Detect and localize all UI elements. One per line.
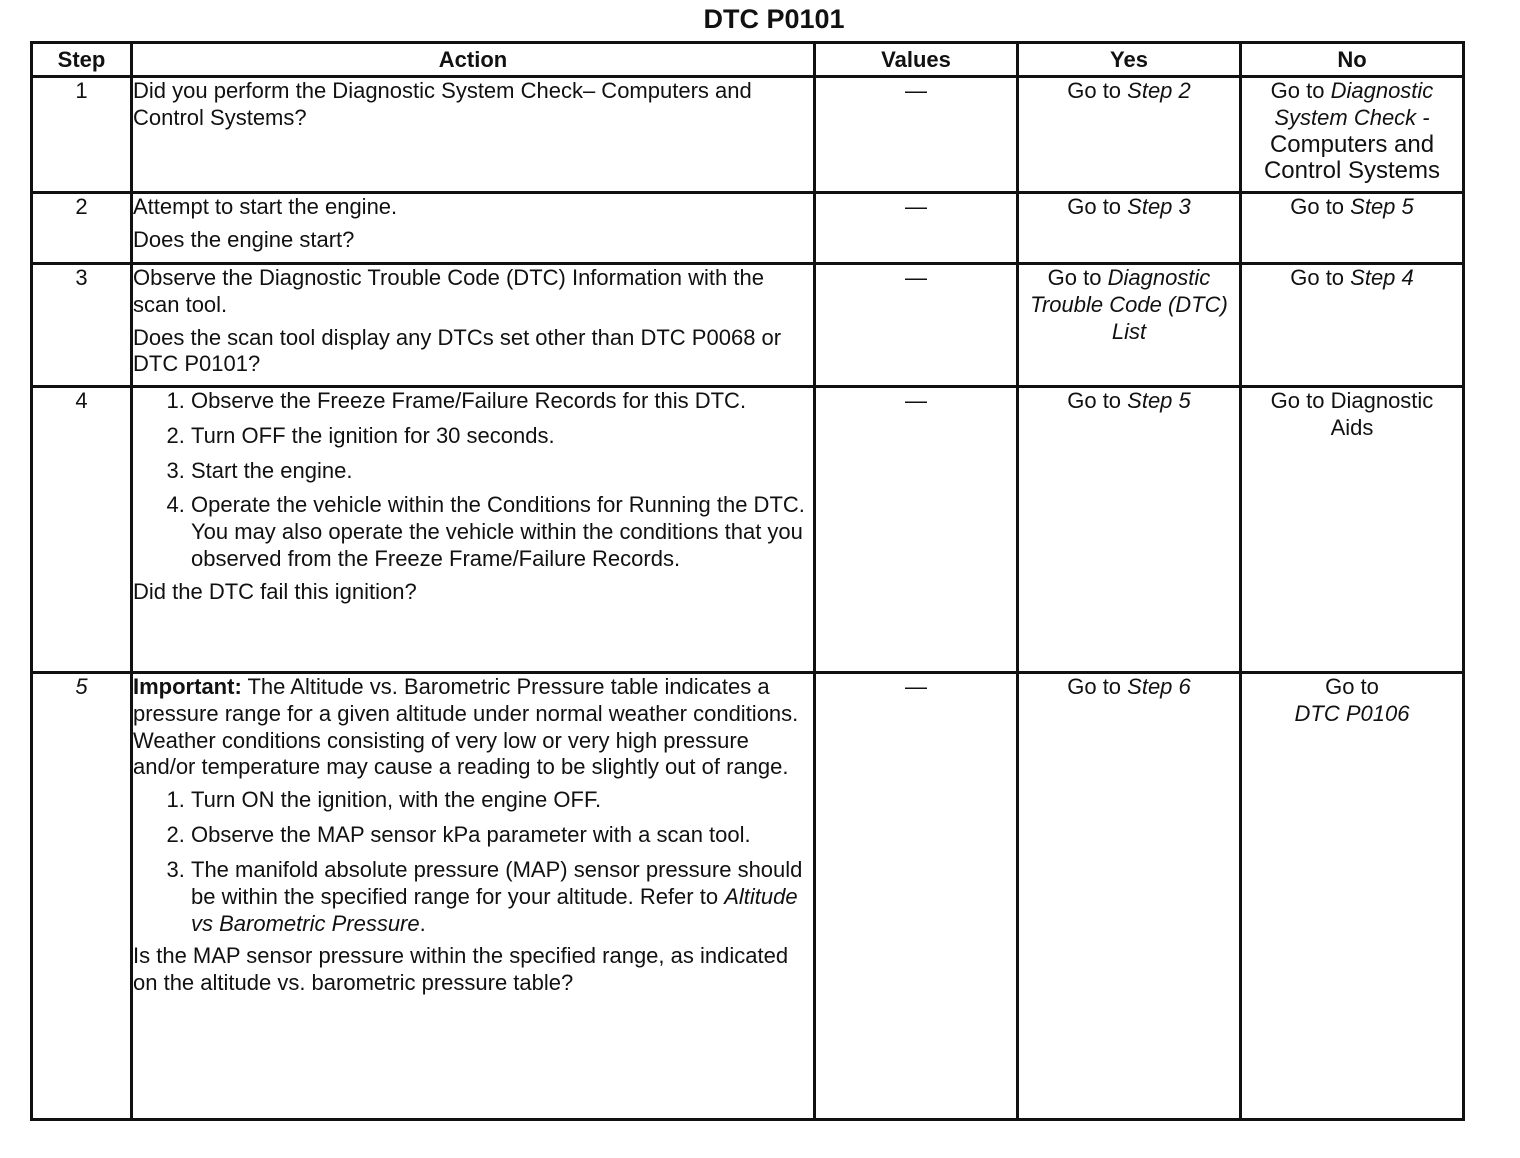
yes-prefix: Go to [1067, 674, 1128, 699]
yes-link-step-3[interactable]: Step 3 [1127, 194, 1191, 219]
no-prefix: Go to [1325, 674, 1379, 699]
step-number: 4 [32, 387, 132, 673]
action-question: Does the scan tool display any DTCs set other than DTC P0068 or DTC P0101? [133, 324, 782, 377]
values-cell: — [815, 673, 1018, 1120]
action-question: Did the DTC fail this ignition? [133, 578, 417, 604]
step-number: 3 [32, 264, 132, 387]
values-cell: — [815, 193, 1018, 264]
table-row-step-2 [32, 193, 1464, 264]
header-step: Step [32, 43, 132, 77]
yes-link-dtc-list[interactable]: Diagnostic Trouble Code (DTC) List [1030, 265, 1228, 344]
yes-link-step-2[interactable]: Step 2 [1127, 78, 1191, 103]
altitude-table-link[interactable]: Altitude vs Barometric Pressure [191, 883, 798, 936]
list-item: 1. Observe the Freeze Frame/Failure Records for this DTC. [191, 388, 813, 415]
action-instruction: Attempt to start the engine. [133, 194, 398, 219]
action-cell [132, 264, 815, 387]
no-link-diagnostic-system-check[interactable]: Diagnostic System Check - [1274, 78, 1434, 130]
yes-prefix: Go to [1067, 78, 1128, 103]
list-item-end: . [419, 910, 426, 936]
list-item-text: The manifold absolute pressure (MAP) sensor pressure should be within the specified range for your altitude. Refer to [191, 856, 803, 909]
important-note [133, 674, 813, 781]
action-cell [132, 193, 815, 264]
no-suffix: Computers and Control Systems [1263, 130, 1441, 185]
values-cell: — [815, 387, 1018, 673]
no-cell [1241, 387, 1464, 673]
document-title: DTC P0101 [703, 4, 845, 34]
no-link-step-4[interactable]: Step 4 [1350, 265, 1414, 290]
action-question: Is the MAP sensor pressure within the specified range, as indicated on the altitude vs. barometric pressure table? [133, 943, 789, 996]
no-link-diagnostic-aids[interactable]: Go to Diagnostic Aids [1270, 388, 1434, 440]
no-link-dtc-p0106[interactable]: DTC P0106 [1294, 700, 1410, 726]
no-link-step-5[interactable]: Step 5 [1350, 194, 1414, 219]
yes-prefix: Go to [1067, 388, 1128, 413]
action-cell [132, 673, 815, 1120]
no-cell [1241, 673, 1464, 1120]
table-row-step-1 [32, 77, 1464, 193]
action-cell [132, 387, 815, 673]
no-cell [1241, 264, 1464, 387]
yes-cell [1018, 673, 1241, 1120]
header-no: No [1241, 43, 1464, 77]
important-text: The Altitude vs. Barometric Pressure table indicates a pressure range for a given altitude under normal weather conditions. Weather conditions consisting of very low or very high pressure and/or temperature may cause a reading to be slightly out of range. [133, 674, 799, 780]
list-item [191, 857, 813, 937]
no-prefix: Go to [1290, 265, 1351, 290]
procedure-list [133, 787, 813, 937]
values-cell: — [815, 77, 1018, 193]
diagnostic-table [30, 41, 1465, 1121]
list-item: 2. Turn OFF the ignition for 30 seconds. [191, 423, 813, 450]
no-prefix: Go to [1270, 78, 1331, 103]
action-text: Did you perform the Diagnostic System Check– Computers and Control Systems? [133, 78, 752, 130]
action-cell [132, 77, 815, 193]
list-item: 3. Start the engine. [191, 458, 813, 485]
step-number: 1 [32, 77, 132, 193]
table-row-step-3 [32, 264, 1464, 387]
yes-cell [1018, 387, 1241, 673]
yes-link-step-5[interactable]: Step 5 [1127, 388, 1191, 413]
action-instruction: Observe the Diagnostic Trouble Code (DTC) Information with the scan tool. [133, 265, 764, 317]
list-item: 4. Operate the vehicle within the Conditions for Running the DTC. You may also operate the vehicle within the conditions that you observed from the Freeze Frame/Failure Records. [191, 492, 813, 572]
list-item: 1. Turn ON the ignition, with the engine OFF. [191, 787, 813, 814]
header-yes: Yes [1018, 43, 1241, 77]
no-cell [1241, 193, 1464, 264]
yes-cell [1018, 264, 1241, 387]
procedure-list [133, 388, 813, 573]
table-row-step-5 [32, 673, 1464, 1120]
important-label: Important: [133, 674, 242, 699]
no-cell [1241, 77, 1464, 193]
header-action: Action [132, 43, 815, 77]
step-number: 2 [32, 193, 132, 264]
step-number: 5 [32, 673, 132, 1120]
yes-prefix: Go to [1047, 265, 1108, 290]
yes-cell [1018, 193, 1241, 264]
no-prefix: Go to [1290, 194, 1351, 219]
yes-prefix: Go to [1067, 194, 1128, 219]
header-values: Values [815, 43, 1018, 77]
list-item: 2. Observe the MAP sensor kPa parameter with a scan tool. [191, 822, 813, 849]
table-row-step-4 [32, 387, 1464, 673]
yes-link-step-6[interactable]: Step 6 [1127, 674, 1191, 699]
action-question: Does the engine start? [133, 226, 355, 252]
table-header-row [32, 43, 1464, 77]
yes-cell [1018, 77, 1241, 193]
values-cell: — [815, 264, 1018, 387]
